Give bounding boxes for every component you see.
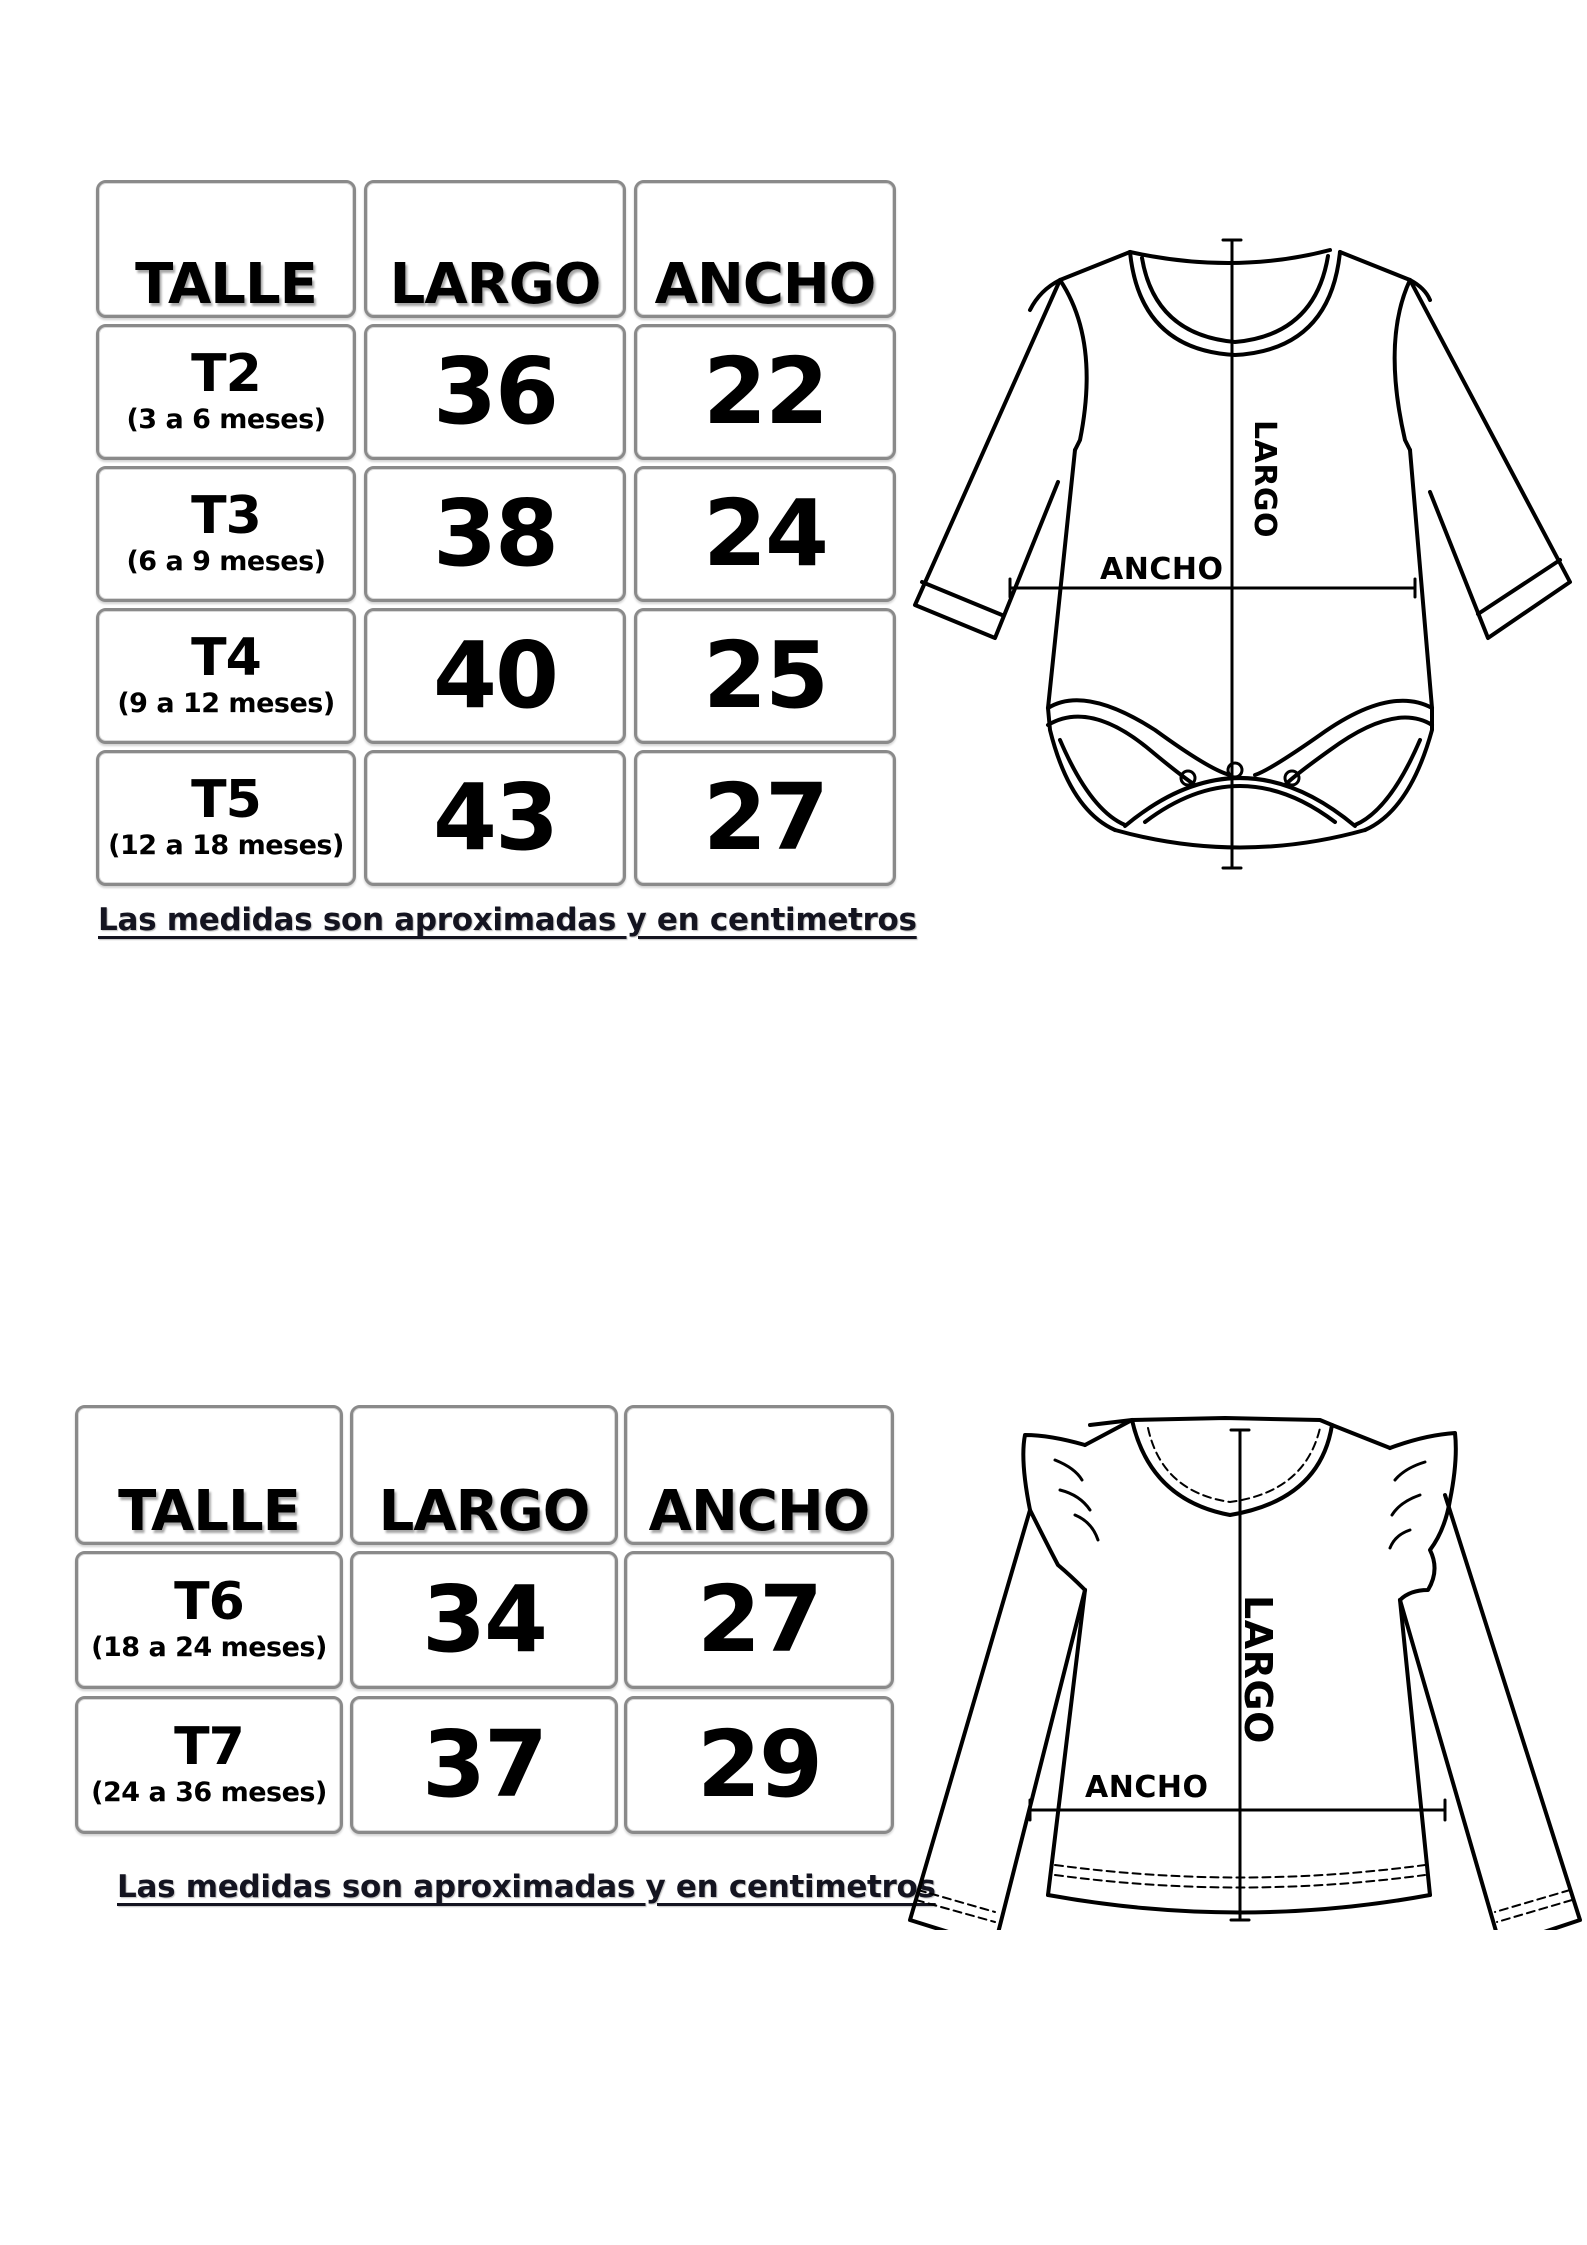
largo-cell-t4 bbox=[364, 608, 626, 744]
largo-value: 37 bbox=[421, 1711, 547, 1818]
measurement-footnote: Las medidas son aproximadas y en centimetros bbox=[98, 902, 917, 938]
header-ancho bbox=[634, 180, 896, 318]
size-age: (3 a 6 meses) bbox=[126, 403, 326, 435]
ancho-value: 27 bbox=[696, 1566, 822, 1673]
ancho-value: 22 bbox=[702, 338, 828, 445]
header-ancho-label: ANCHO bbox=[648, 1479, 870, 1544]
size-code: T6 bbox=[174, 1571, 244, 1632]
header-largo bbox=[364, 180, 626, 318]
ancho-cell-t6 bbox=[624, 1551, 894, 1689]
ancho-cell-t7 bbox=[624, 1696, 894, 1834]
bodysuit-diagram bbox=[910, 230, 1580, 880]
header-talle-label: TALLE bbox=[118, 1479, 300, 1544]
size-cell-t4 bbox=[96, 608, 356, 744]
header-largo-label: LARGO bbox=[378, 1479, 590, 1544]
ancho-value: 27 bbox=[702, 764, 828, 871]
ancho-cell-t5 bbox=[634, 750, 896, 886]
size-age: (9 a 12 meses) bbox=[117, 687, 335, 719]
header-largo-label: LARGO bbox=[389, 252, 601, 317]
header-ancho bbox=[624, 1405, 894, 1545]
largo-value: 40 bbox=[432, 622, 558, 729]
size-age: (18 a 24 meses) bbox=[91, 1631, 327, 1663]
header-largo bbox=[350, 1405, 618, 1545]
header-talle bbox=[96, 180, 356, 318]
largo-cell-t3 bbox=[364, 466, 626, 602]
ancho-label: ANCHO bbox=[1085, 1770, 1209, 1805]
size-cell-t2 bbox=[96, 324, 356, 460]
size-age: (24 a 36 meses) bbox=[91, 1776, 327, 1808]
ancho-value: 29 bbox=[696, 1711, 822, 1818]
largo-label: LARGO bbox=[1247, 420, 1282, 539]
largo-cell-t6 bbox=[350, 1551, 618, 1689]
ancho-cell-t2 bbox=[634, 324, 896, 460]
measurement-footnote: Las medidas son aproximadas y en centimetros bbox=[117, 1869, 936, 1905]
size-cell-t6 bbox=[75, 1551, 343, 1689]
size-cell-t5 bbox=[96, 750, 356, 886]
largo-value: 38 bbox=[432, 480, 558, 587]
largo-value: 36 bbox=[432, 338, 558, 445]
largo-cell-t5 bbox=[364, 750, 626, 886]
size-code: T5 bbox=[191, 769, 261, 830]
largo-value: 43 bbox=[432, 764, 558, 871]
size-age: (12 a 18 meses) bbox=[108, 829, 344, 861]
ancho-label: ANCHO bbox=[1100, 552, 1224, 587]
size-cell-t3 bbox=[96, 466, 356, 602]
ancho-cell-t3 bbox=[634, 466, 896, 602]
size-cell-t7 bbox=[75, 1696, 343, 1834]
largo-cell-t2 bbox=[364, 324, 626, 460]
largo-label: LARGO bbox=[1236, 1595, 1280, 1744]
long-sleeve-bodysuit-icon bbox=[910, 230, 1580, 880]
header-ancho-label: ANCHO bbox=[654, 252, 876, 317]
size-code: T7 bbox=[174, 1716, 244, 1777]
ruffle-top-diagram bbox=[900, 1400, 1587, 1930]
size-code: T2 bbox=[191, 343, 261, 404]
ancho-value: 24 bbox=[702, 480, 828, 587]
header-talle bbox=[75, 1405, 343, 1545]
header-talle-label: TALLE bbox=[135, 252, 317, 317]
ancho-value: 25 bbox=[702, 622, 828, 729]
ancho-cell-t4 bbox=[634, 608, 896, 744]
largo-value: 34 bbox=[421, 1566, 547, 1673]
size-age: (6 a 9 meses) bbox=[126, 545, 326, 577]
size-code: T3 bbox=[191, 485, 261, 546]
size-code: T4 bbox=[191, 627, 261, 688]
largo-cell-t7 bbox=[350, 1696, 618, 1834]
